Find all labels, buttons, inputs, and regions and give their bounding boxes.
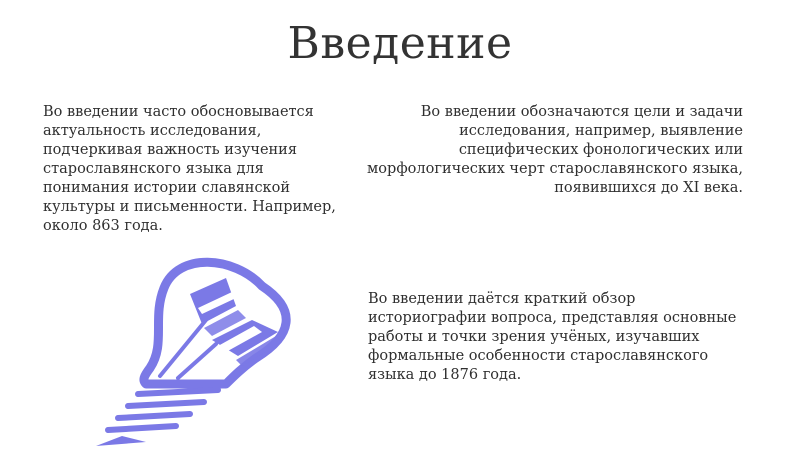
- bulb-filament-left: [160, 320, 206, 376]
- intro-paragraph-relevance: Во введении часто обосновывается актуальность исследования, подчеркивая важность изучения старославянского языка для понимания истории славянской культуры и письменности. Например, около 863 года.: [43, 104, 336, 234]
- lightbulb-with-book-icon: [86, 248, 326, 448]
- intro-paragraph-goals: Во введении обозначаются цели и задачи исследования, например, выявление специфических фонологических или морфологических черт старославянского языка, появившихся до XI века.: [367, 104, 743, 196]
- bulb-base: [108, 390, 218, 430]
- bulb-tip: [96, 436, 146, 446]
- slide-title: Введение: [287, 18, 513, 69]
- intro-paragraph-historiography: Во введении даётся краткий обзор историографии вопроса, представляя основные работы и точки зрения учёных, изучавших формальные особенности старославянского языка до 1876 года.: [368, 291, 737, 383]
